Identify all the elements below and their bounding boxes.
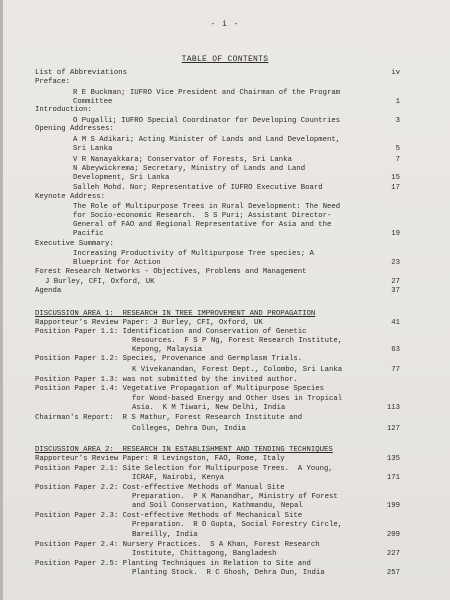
toc-entry-text: Executive Summary: xyxy=(35,240,114,248)
toc-entry xyxy=(0,531,450,540)
toc-entry-text: O Pugalli; IUFRO Special Coordinator for Developing Countries xyxy=(73,117,341,125)
toc-entry-text: Salleh Mohd. Nor; Representative of IUFRO Executive Board xyxy=(73,184,323,192)
toc-entry xyxy=(0,240,450,249)
toc-entry-text: Position Paper 1.3: was not submitted by the invited author. xyxy=(35,376,298,384)
toc-entry-text: Position Paper 2.1: Site Selection for Multipurpose Trees. A Young, xyxy=(35,465,333,473)
toc-entry xyxy=(0,145,450,154)
toc-entry-page: 5 xyxy=(395,145,400,153)
toc-entry-page: 19 xyxy=(391,230,400,238)
toc-entry xyxy=(0,569,450,578)
toc-entry-text: Position Paper 1.1: Identification and Conservation of Genetic xyxy=(35,328,307,336)
toc-entry-text: V R Nanayakkara; Conservator of Forests, Sri Lanka xyxy=(73,156,292,164)
toc-entry xyxy=(0,250,450,259)
toc-entry xyxy=(0,346,450,355)
toc-entry-text: Introduction: xyxy=(35,106,92,114)
toc-entry-text: Resources. F S P Ng, Forest Research Institute, xyxy=(132,337,343,345)
toc-entry xyxy=(0,310,450,319)
toc-entry xyxy=(0,319,450,328)
toc-entry-text: Keynote Address: xyxy=(35,193,106,201)
toc-entry-text: Position Paper 1.2: Species, Provenance and Germplasm Trials. xyxy=(35,355,303,363)
toc-entry xyxy=(0,221,450,230)
toc-entry xyxy=(0,136,450,145)
toc-entry-page: 77 xyxy=(391,366,400,374)
toc-entry xyxy=(0,376,450,385)
toc-entry-text: Planting Stock. R C Ghosh, Dehra Dun, India xyxy=(132,569,325,577)
toc-entry xyxy=(0,174,450,183)
toc-entry xyxy=(0,502,450,511)
toc-entry-text: Rapporteur's Review Paper: J Burley, CFI, Oxford, UK xyxy=(35,319,263,327)
toc-entry xyxy=(0,165,450,174)
toc-entry xyxy=(0,89,450,98)
toc-entry-text: Pacific xyxy=(73,230,104,238)
toc-entry xyxy=(0,106,450,115)
toc-entry xyxy=(0,125,450,134)
toc-entry-text: Opening Addresses: xyxy=(35,125,114,133)
toc-entry-text: Kepong, Malaysia xyxy=(132,346,203,354)
toc-entry-page: 15 xyxy=(391,174,400,182)
toc-entry-text: DISCUSSION AREA 1: RESEARCH IN TREE IMPROVEMENT AND PROPAGATION xyxy=(35,310,316,318)
page-marker: - i - xyxy=(210,20,240,29)
toc-entry xyxy=(0,69,450,78)
toc-entry-text: for Socio-economic Research. S S Puri; Assistant Director- xyxy=(73,212,332,220)
toc-entry-text: Preparation. P K Manandhar, Ministry of Forest xyxy=(132,493,338,501)
toc-entry xyxy=(0,404,450,413)
toc-entry-text: Committee xyxy=(73,98,113,106)
toc-entry-page: 113 xyxy=(386,404,400,412)
toc-entry xyxy=(0,474,450,483)
toc-entry-text: N Abeywickrema; Secretary, Ministry of Lands and Land xyxy=(73,165,306,173)
toc-entry xyxy=(0,184,450,193)
toc-entry-page: 171 xyxy=(386,474,400,482)
toc-entry-page: 63 xyxy=(391,346,400,354)
toc-entry-page: 209 xyxy=(386,531,400,539)
toc-entry-text: Rapporteur's Review Paper: R Levingston, FAO, Rome, Italy xyxy=(35,455,285,463)
toc-entry-text: Preface: xyxy=(35,78,71,86)
toc-entry-text: General of FAO and Regional Representative for Asia and the xyxy=(73,221,332,229)
toc-entry-page: iv xyxy=(391,69,400,77)
toc-entry-page: 3 xyxy=(395,117,400,125)
toc-entry xyxy=(0,512,450,521)
toc-entry xyxy=(0,278,450,287)
toc-entry xyxy=(0,355,450,364)
toc-entry xyxy=(0,465,450,474)
toc-entry xyxy=(0,193,450,202)
toc-entry xyxy=(0,385,450,394)
toc-entry-text: Position Paper 2.4: Nursery Practices. S A Khan, Forest Research xyxy=(35,541,320,549)
toc-entry xyxy=(0,156,450,165)
toc-entry-page: 199 xyxy=(386,502,400,510)
toc-title-text: TABLE OF CONTENTS xyxy=(181,55,269,64)
toc-entry-page: 227 xyxy=(386,550,400,558)
toc-entry-page: 1 xyxy=(395,98,400,106)
toc-entry xyxy=(0,230,450,239)
toc-entry-page: 17 xyxy=(391,184,400,192)
toc-entry-text: Sri Lanka xyxy=(73,145,113,153)
toc-entry-text: Position Paper 1.4: Vegetative Propagation of Multipurpose Species xyxy=(35,385,325,393)
toc-entry xyxy=(0,541,450,550)
toc-entry xyxy=(0,493,450,502)
toc-entry xyxy=(0,521,450,530)
toc-entry-text: Preparation. R D Gupta, Social Forestry Circle, xyxy=(132,521,343,529)
toc-entry-text: Position Paper 2.2: Cost-effective Methods of Manual Site xyxy=(35,484,285,492)
toc-entry xyxy=(0,287,450,296)
toc-entry xyxy=(0,268,450,277)
toc-entry-text: The Role of Multipurpose Trees in Rural Development: The Need xyxy=(73,203,341,211)
toc-entry-text: Position Paper 2.5: Planting Techniques in Relation to Site and xyxy=(35,560,311,568)
toc-entry-text: Colleges, Dehra Dun, India xyxy=(132,425,246,433)
toc-entry-text: DISCUSSION AREA 2: RESEARCH IN ESTABLISHMENT AND TENDING TECHNIQUES xyxy=(35,446,333,454)
toc-entry xyxy=(0,446,450,455)
toc-entry-text: Agenda xyxy=(35,287,62,295)
toc-entry-text: Forest Research Networks - Objectives, Problems and Management xyxy=(35,268,307,276)
toc-entry-text: Asia. K M Tiwari, New Delhi, India xyxy=(132,404,286,412)
toc-entry xyxy=(0,425,450,434)
toc-entry xyxy=(0,212,450,221)
toc-entry-text: Chairman's Report: R S Mathur, Forest Research Institute and xyxy=(35,414,303,422)
toc-entry-page: 37 xyxy=(391,287,400,295)
toc-entry-page: 127 xyxy=(386,425,400,433)
toc-entry-text: ICRAF, Nairobi, Kenya xyxy=(132,474,224,482)
toc-entry xyxy=(0,78,450,87)
toc-entry-page: 7 xyxy=(395,156,400,164)
toc-entry xyxy=(0,366,450,375)
toc-entry xyxy=(0,550,450,559)
toc-entry-text: List of Abbreviations xyxy=(35,69,127,77)
toc-entry-page: 257 xyxy=(386,569,400,577)
toc-entry xyxy=(0,560,450,569)
toc-entry xyxy=(0,395,450,404)
toc-title xyxy=(0,55,450,64)
toc-entry-text: J Burley, CFI, Oxford, UK xyxy=(45,278,155,286)
toc-entry-text: for Wood-based Energy and Other Uses in Tropical xyxy=(132,395,343,403)
toc-entry-text: and Soil Conservation, Kathmandu, Nepal xyxy=(132,502,303,510)
toc-entry-text: K Vivekanandan, Forest Dept., Colombo, Sri Lanka xyxy=(132,366,343,374)
toc-entry-text: Bareilly, India xyxy=(132,531,198,539)
toc-entry xyxy=(0,328,450,337)
toc-entry xyxy=(0,455,450,464)
toc-entry xyxy=(0,337,450,346)
toc-entry-page: 27 xyxy=(391,278,400,286)
toc-entry-text: Position Paper 2.3: Cost-effective Methods of Mechanical Site xyxy=(35,512,303,520)
toc-entry-text: R E Buckman; IUFRO Vice President and Chairman of the Program xyxy=(73,89,341,97)
toc-entry-page: 41 xyxy=(391,319,400,327)
toc-entry xyxy=(0,259,450,268)
toc-entry-page: 135 xyxy=(386,455,400,463)
toc-entry-page: 23 xyxy=(391,259,400,267)
toc-entry-text: Institute, Chittagong, Bangladesh xyxy=(132,550,277,558)
toc-entry-text: A M S Adikari; Acting Minister of Lands and Land Development, xyxy=(73,136,341,144)
toc-entry-text: Blueprint for Action xyxy=(73,259,161,267)
toc-entry xyxy=(0,203,450,212)
toc-entry-text: Development, Sri Lanka xyxy=(73,174,170,182)
toc-entry xyxy=(0,484,450,493)
toc-entry-text: Increasing Productivity of Multipurpose Tree species; A xyxy=(73,250,314,258)
toc-entry xyxy=(0,414,450,423)
